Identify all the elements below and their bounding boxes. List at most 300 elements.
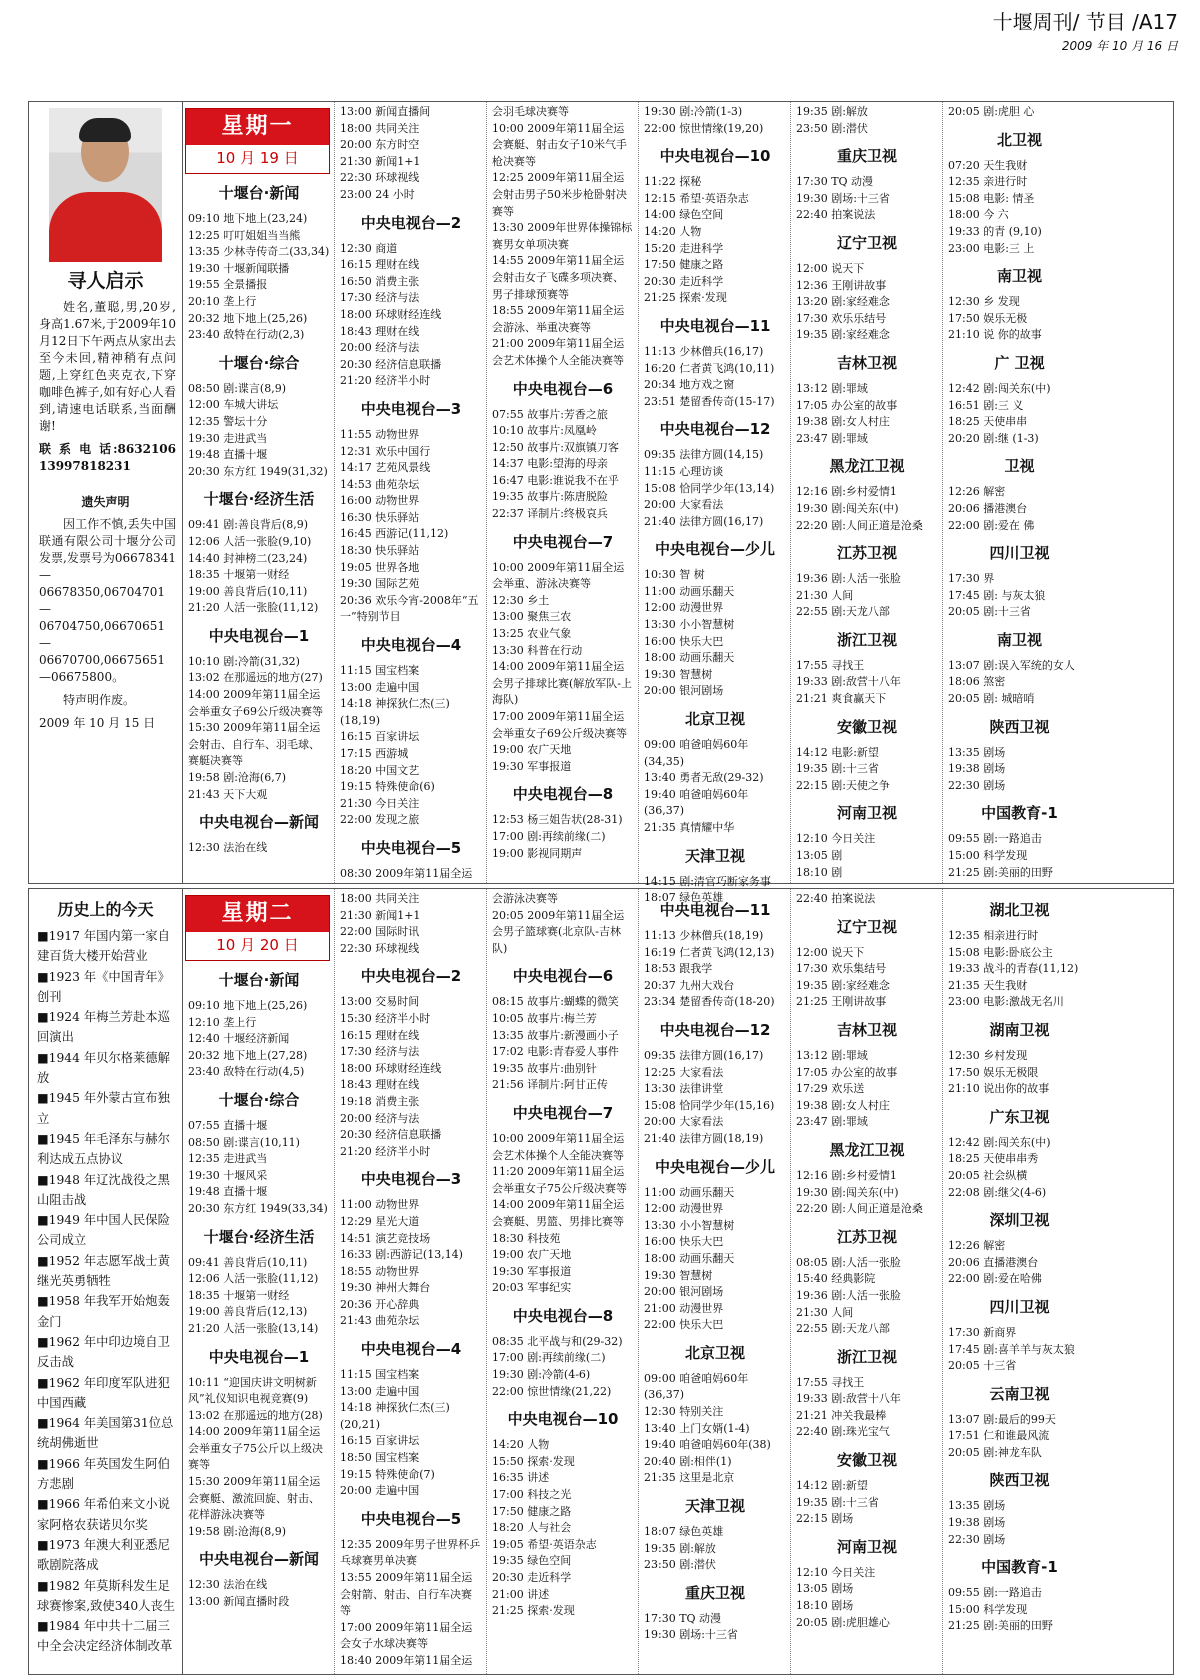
program-item: 20:00 银河剧场 (644, 684, 724, 698)
program-item: 12:30 商道 (340, 241, 398, 255)
program-item: 18:07 绿色英雄 (644, 1525, 724, 1539)
program-item: 19:00 农广天地 (492, 743, 572, 757)
program-item: 19:18 消费主张 (340, 1094, 420, 1108)
program-item: 20:36 欢乐今宵-2008年“五一”特别节目 (340, 593, 479, 624)
program-item: 19:35 剧:家经难念 (796, 978, 890, 992)
program-item: 13:00 聚焦三农 (492, 610, 572, 624)
history-item: ■1923 年《中国青年》创刊 (37, 969, 170, 1004)
channel-heading: 中央电视台—2 (360, 967, 462, 986)
program-item: 07:55 直播十堰 (188, 1118, 268, 1132)
channel-heading: 中央电视台—2 (360, 213, 462, 232)
program-item: 15:30 2009年第11届全运会赛艇、激流回旋、射击、花样游泳决赛等 (188, 1475, 321, 1522)
channel-heading: 中央电视台—少儿 (654, 540, 775, 559)
program-item: 21:35 真情耀中华 (644, 821, 735, 834)
channel-heading: 中央电视台—6 (512, 379, 614, 398)
program-item: 21:00 动漫世界 (644, 1301, 724, 1315)
program-item: 11:15 国宝档案 (340, 1368, 420, 1382)
history-item: ■1924 年梅兰芳赴本巡回演出 (37, 1010, 170, 1045)
program-item: 19:35 绿色空间 (492, 1554, 572, 1568)
program-item: 18:50 国宝档案 (340, 1451, 420, 1465)
channel-heading: 中国教育-1 (981, 1558, 1058, 1577)
program-item: 13:00 新闻直播时段 (188, 1595, 290, 1609)
program-item: 20:05 剧:十三省 (948, 605, 1031, 619)
program-item: 13:12 剧:罪域 (796, 1048, 868, 1062)
program-item: 12:30 法治在线 (188, 1578, 268, 1592)
program-item: 12:25 2009年第11届全运会射击男子50米步枪卧射决赛等 (492, 171, 627, 218)
program-item: 16:15 百家讲坛 (340, 1434, 420, 1448)
program-item: 20:30 走近科学 (644, 274, 724, 288)
program-item: 13:05 剧 (796, 849, 843, 863)
program-item: 22:55 剧:天龙八部 (796, 1322, 890, 1336)
schedule-column (183, 102, 335, 883)
program-item: 13:07 剧:最后的99天 (948, 1412, 1056, 1426)
channel-heading: 中央电视台—少儿 (654, 1157, 775, 1176)
program-item: 14:00 2009年第11届全运会男子排球比赛(解放军队-上海队) (492, 660, 633, 707)
program-item: 13:20 剧:家经难念 (796, 295, 890, 309)
program-item: 19:48 直播十堰 (188, 448, 268, 462)
program-item: 17:00 科技之光 (492, 1488, 572, 1502)
channel-heading: 江苏卫视 (836, 544, 897, 563)
program-item: 19:30 军事报道 (492, 759, 572, 773)
program-item: 12:30 法治在线 (188, 841, 268, 855)
program-item: 会游泳决赛等 (492, 892, 558, 905)
program-item: 会羽毛球决赛等 (492, 105, 569, 118)
program-item: 20:34 地方戏之窗 (644, 378, 735, 392)
program-item: 16:47 电影:谁说我不在乎 (492, 473, 619, 487)
program-item: 20:20 剧:继 (1-3) (948, 431, 1039, 445)
program-item: 21:30 新闻1+1 (340, 908, 421, 922)
program-item: 20:32 地下地上(27,28) (188, 1048, 308, 1062)
program-item: 18:25 天使串串秀 (948, 1152, 1039, 1166)
program-item: 15:08 恰同学少年(15,16) (644, 1098, 775, 1112)
program-item: 13:40 勇者无敌(29-32) (644, 771, 764, 785)
program-item: 21:56 译制片:阿甘正传 (492, 1078, 608, 1092)
program-item: 12:00 说天下 (796, 945, 865, 959)
header-title: 十堰周刊/ 节目 /A17 (992, 10, 1178, 34)
schedule-column (791, 889, 943, 1674)
program-item: 18:06 煞密 (948, 675, 1006, 689)
program-item: 09:55 剧:一路追击 (948, 832, 1042, 846)
history-item: ■1958 年我军开始炮轰金门 (37, 1294, 170, 1329)
channel-heading: 卫视 (1004, 457, 1035, 476)
program-item: 11:15 国宝档案 (340, 664, 420, 678)
program-item: 18:55 动物世界 (340, 1264, 420, 1278)
program-item: 21:10 说 你的故事 (948, 328, 1042, 342)
program-item: 17:45 剧: 与灰太狼 (948, 588, 1046, 602)
schedule-column (791, 102, 943, 883)
program-item: 09:55 剧:一路追击 (948, 1586, 1042, 1600)
program-item: 20:30 经济信息联播 (340, 1128, 442, 1142)
program-item: 12:10 今日关注 (796, 1565, 876, 1579)
program-item: 15:00 科学发现 (948, 849, 1028, 863)
program-item: 17:30 经济与法 (340, 291, 420, 305)
program-item: 10:00 2009年第11届全运会赛艇、射击女子10米气手枪决赛等 (492, 121, 627, 168)
program-item: 19:35 故事片:曲别针 (492, 1061, 597, 1075)
program-item: 18:43 理财在线 (340, 324, 420, 338)
program-item: 22:40 剧:珠光宝气 (796, 1425, 890, 1439)
program-item: 19:35 剧:十三省 (796, 762, 879, 776)
channel-heading: 十堰台·综合 (218, 1090, 300, 1109)
program-item: 21:20 经济半小时 (340, 374, 431, 388)
schedule-column (943, 889, 1095, 1674)
program-item: 19:30 剧:冷箭(4-6) (492, 1368, 591, 1382)
history-item: ■1982 年莫斯科发生足球赛惨案,致使340人丧生 (37, 1578, 176, 1613)
program-item: 17:30 欢乐集结号 (796, 962, 887, 976)
program-item: 19:30 剧:闯关东(中) (796, 1185, 899, 1199)
tuesday-panel (28, 888, 1174, 1675)
program-item: 13:30 科普在行动 (492, 643, 583, 657)
program-item: 12:10 今日关注 (796, 832, 876, 846)
program-item: 21:35 这里是北京 (644, 1471, 735, 1485)
channel-heading: 南卫视 (996, 630, 1042, 649)
program-item: 12:31 欢乐中国行 (340, 444, 431, 458)
program-item: 22:40 拍案说法 (796, 892, 876, 905)
program-item: 22:15 剧:天使之争 (796, 778, 890, 792)
channel-heading: 四川卫视 (989, 544, 1050, 563)
program-item: 09:41 善良背后(10,11) (188, 1255, 308, 1269)
history-item: ■1966 年英国发生阿伯方悲剧 (37, 1456, 170, 1492)
program-item: 22:55 剧:天龙八部 (796, 605, 890, 619)
channel-heading: 黑龙江卫视 (829, 457, 905, 476)
program-item: 20:40 剧:相伴(1) (644, 1454, 732, 1468)
program-item: 20:30 东方红 1949(31,32) (188, 464, 328, 478)
page-header (993, 6, 1178, 54)
program-item: 15:30 经济半小时 (340, 1011, 431, 1025)
program-item: 13:35 剧场 (948, 745, 1006, 759)
program-item: 18:40 2009年第11届全运 (340, 1653, 473, 1667)
program-item: 19:38 剧:女人村庄 (796, 415, 890, 429)
program-item: 17:50 娱乐无极 (948, 311, 1028, 325)
program-item: 14:18 神探狄仁杰(三)(20,21) (340, 1401, 450, 1431)
program-item: 12:06 人活一张脸(9,10) (188, 534, 312, 548)
channel-heading: 中央电视台—12 (659, 1020, 771, 1039)
program-item: 12:40 十堰经济新闻 (188, 1032, 290, 1046)
program-item: 12:25 大家看法 (644, 1065, 724, 1079)
program-item: 09:00 咱爸咱妈60年(36,37) (644, 1371, 749, 1402)
program-item: 12:42 剧:闯关东(中) (948, 381, 1051, 395)
channel-heading: 中央电视台—4 (360, 1340, 462, 1359)
program-item: 16:35 讲述 (492, 1471, 550, 1485)
history-item: ■1944 年贝尔格莱德解放 (37, 1050, 170, 1086)
schedule-column (183, 889, 335, 1674)
program-item: 10:30 智 树 (644, 568, 705, 582)
program-item: 20:06 直播港澳台 (948, 1255, 1039, 1269)
program-item: 19:33 的青 (9,10) (948, 224, 1042, 238)
program-item: 14:00 2009年第11届全运会赛艇、男篮、男排比赛等 (492, 1198, 625, 1228)
program-item: 16:00 快乐大巴 (644, 634, 724, 648)
day-banner (185, 108, 330, 174)
history-sidebar (29, 889, 183, 1674)
program-item: 12:26 解密 (948, 1239, 1006, 1253)
program-item: 18:00 动画乐翻天 (644, 651, 735, 665)
program-item: 11:55 动物世界 (340, 427, 420, 441)
program-item: 20:30 经济信息联播 (340, 357, 442, 371)
program-item: 19:30 神州大舞台 (340, 1281, 431, 1295)
program-item: 20:05 2009年第11届全运会男子篮球赛(北京队-吉林队) (492, 908, 625, 955)
schedule-column (639, 102, 791, 905)
channel-heading: 中央电视台—11 (659, 316, 771, 335)
program-item: 16:20 仁者黄飞鸿(10,11) (644, 361, 775, 375)
program-item: 18:00 环球财经连线 (340, 1061, 442, 1075)
program-item: 19:36 剧:人活一张脸 (796, 1288, 901, 1302)
program-item: 22:08 剧:继父(4-6) (948, 1185, 1047, 1199)
channel-heading: 中央电视台—11 (659, 901, 771, 919)
history-item: ■1964 年美国第31位总统胡佛逝世 (37, 1416, 174, 1451)
notice-contact: 联 系 电 话:8632106 13997818231 (39, 442, 176, 473)
schedule-column (943, 102, 1095, 883)
program-item: 17:05 办公室的故事 (796, 1065, 898, 1079)
program-item: 17:50 健康之路 (644, 258, 724, 272)
program-item: 18:25 天使串串 (948, 415, 1028, 429)
channel-heading: 中央电视台—4 (360, 636, 462, 655)
program-item: 08:50 剧:谍言(10,11) (188, 1135, 300, 1149)
program-item: 19:33 剧:敌营十八年 (796, 1392, 901, 1406)
program-item: 17:30 经济与法 (340, 1045, 420, 1059)
program-item: 12:36 王刚讲故事 (796, 278, 887, 292)
program-item: 14:15 剧:清官巧断家务事 (644, 874, 771, 888)
program-item: 19:30 剧场:十三省 (644, 1628, 738, 1642)
program-item: 17:29 欢乐送 (796, 1082, 865, 1096)
program-item: 14:00 2009年第11届全运会举重女子75公斤以上级决赛等 (188, 1425, 323, 1472)
program-item: 20:10 垄上行 (188, 294, 257, 308)
program-item: 19:00 农广天地 (492, 1248, 572, 1262)
program-item: 07:20 天生我财 (948, 158, 1028, 172)
channel-heading: 广东卫视 (989, 1107, 1050, 1126)
program-item: 20:00 银河剧场 (644, 1285, 724, 1299)
program-item: 18:10 剧场 (796, 1599, 854, 1613)
channel-heading: 北京卫视 (684, 1343, 745, 1362)
program-item: 12:29 星光大道 (340, 1214, 420, 1228)
program-item: 18:30 快乐驿站 (340, 544, 420, 558)
program-item: 22:20 剧:人间正道是沧桑 (796, 518, 923, 532)
schedule-column (335, 889, 487, 1674)
program-item: 12:30 乡村发现 (948, 1048, 1028, 1062)
channel-heading: 十堰台·综合 (218, 353, 300, 372)
history-item: ■1984 年中共十二届三中全会决定经济体制改革 (37, 1619, 173, 1654)
program-item: 20:05 剧:虎胆 心 (948, 105, 1035, 118)
channel-heading: 中央电视台—1 (208, 1347, 310, 1366)
program-item: 17:30 新商界 (948, 1325, 1017, 1339)
program-item: 09:35 法律方圆(14,15) (644, 448, 764, 462)
notice-body: 姓名,董聪,男,20岁,身高1.67米,于2009年10月12日下午两点从家出去至今未回,精神稍有点问题,上穿红色夹克衣,下穿咖啡色裤子,如有好心人看到,请速电话联系,当面酬谢! (39, 300, 176, 433)
program-item: 21:30 新闻1+1 (340, 154, 421, 168)
program-item: 16:50 消费主张 (340, 274, 420, 288)
program-item: 19:58 剧:沧海(6,7) (188, 771, 286, 785)
program-item: 14:18 神探狄仁杰(三)(18,19) (340, 697, 450, 727)
program-item: 18:00 今 六 (948, 208, 1009, 222)
channel-heading: 中央电视台—3 (360, 399, 462, 418)
lost-end: 特声明作废。 (63, 693, 136, 707)
program-item: 13:55 2009年第11届全运会射箭、射击、自行车决赛等 (340, 1571, 473, 1618)
program-item: 08:30 2009年第11届全运 (340, 866, 473, 880)
program-item: 14:00 绿色空间 (644, 208, 724, 222)
program-item: 17:51 仁和谁最风流 (948, 1429, 1050, 1443)
program-item: 20:00 大家看法 (644, 498, 724, 512)
channel-heading: 陕西卫视 (989, 1471, 1050, 1490)
channel-heading: 中央电视台—8 (512, 785, 614, 804)
program-item: 21:40 法律方圆(18,19) (644, 1131, 764, 1145)
program-item: 10:00 2009年第11届全运会举重、游泳决赛等 (492, 560, 625, 591)
program-item: 14:51 演艺竞技场 (340, 1231, 431, 1245)
program-item: 16:00 动物世界 (340, 494, 420, 508)
channel-heading: 中央电视台—1 (208, 626, 310, 645)
program-item: 15:50 探索·发现 (492, 1454, 575, 1468)
program-item: 23:00 电影:激战无名川 (948, 995, 1064, 1009)
program-item: 18:20 中国文艺 (340, 763, 420, 777)
program-item: 19:35 剧:解放 (644, 1541, 716, 1555)
missing-person-photo (49, 108, 162, 256)
program-item: 19:58 剧:沧海(8,9) (188, 1524, 286, 1538)
program-item: 17:00 2009年第11届全运会举重女子69公斤级决赛等 (492, 710, 627, 740)
channel-heading: 重庆卫视 (684, 1583, 745, 1602)
program-item: 22:00 惊世情缘(21,22) (492, 1384, 612, 1398)
program-item: 20:30 走近科学 (492, 1571, 572, 1584)
program-item: 21:43 天下大观 (188, 787, 268, 801)
history-item: ■1966 年希伯来文小说家阿格农获诺贝尔奖 (37, 1497, 170, 1532)
program-item: 16:33 剧:西游记(13,14) (340, 1248, 463, 1262)
program-item: 19:30 剧:冷箭(1-3) (644, 105, 743, 118)
channel-heading: 北京卫视 (684, 710, 745, 729)
program-item: 17:00 剧:再续前缘(二) (492, 829, 606, 843)
channel-heading: 吉林卫视 (836, 1020, 897, 1039)
program-item: 20:00 大家看法 (644, 1115, 724, 1129)
program-item: 12:10 垄上行 (188, 1015, 257, 1029)
program-item: 19:33 剧:敌营十八年 (796, 675, 901, 689)
program-item: 23:47 剧:罪域 (796, 1115, 868, 1129)
program-item: 13:02 在那遥远的地方(27) (188, 671, 323, 685)
program-item: 11:00 动画乐翻天 (644, 584, 735, 598)
program-item: 13:00 走遍中国 (340, 1384, 420, 1398)
history-item: ■1917 年国内第一家自建百货大楼开始营业 (37, 929, 170, 964)
program-item: 19:38 剧:女人村庄 (796, 1098, 890, 1112)
program-item: 20:00 经济与法 (340, 341, 420, 355)
program-item: 21:30 人间 (796, 1305, 854, 1319)
program-item: 21:25 探索·发现 (492, 1604, 575, 1618)
program-item: 17:00 2009年第11届全运会女子水球决赛等 (340, 1620, 473, 1651)
program-item: 15:20 走进科学 (644, 241, 724, 255)
program-item: 10:05 故事片:梅兰芳 (492, 1011, 597, 1025)
notice-sidebar (29, 102, 183, 883)
program-item: 19:55 全景播报 (188, 278, 268, 292)
program-item: 09:00 咱爸咱妈60年(34,35) (644, 738, 749, 768)
program-item: 09:10 地下地上(23,24) (188, 212, 308, 225)
program-item: 21:20 人活一张脸(11,12) (188, 601, 319, 615)
program-item: 13:12 剧:罪域 (796, 381, 868, 395)
channel-heading: 中央电视台—10 (507, 1410, 619, 1429)
day-banner (185, 895, 330, 961)
program-item: 19:38 剧场 (948, 1516, 1006, 1530)
schedule-column (487, 889, 639, 1674)
program-item: 12:30 乡 发现 (948, 295, 1020, 309)
program-item: 18:10 剧 (796, 865, 843, 879)
program-item: 13:30 小小智慧树 (644, 1218, 735, 1232)
channel-heading: 中央电视台—新闻 (198, 1550, 319, 1569)
program-item: 13:30 2009年世界体操锦标赛男女单项决赛 (492, 221, 633, 251)
program-item: 08:35 北平战与和(29-32) (492, 1334, 623, 1348)
program-item: 15:08 恰同学少年(13,14) (644, 481, 775, 495)
program-item: 21:21 冲关我最棒 (796, 1408, 887, 1422)
program-item: 19:40 咱爸咱妈60年(36,37) (644, 787, 749, 818)
program-item: 12:50 故事片:双旗镇刀客 (492, 440, 619, 454)
channel-heading: 四川卫视 (989, 1297, 1050, 1316)
program-item: 20:05 剧:神龙车队 (948, 1445, 1042, 1459)
program-item: 19:48 直播十堰 (188, 1185, 268, 1199)
channel-heading: 中央电视台—12 (659, 420, 771, 439)
program-item: 15:00 科学发现 (948, 1602, 1028, 1616)
program-item: 09:10 地下地上(25,26) (188, 999, 308, 1012)
program-item: 22:30 环球视线 (340, 941, 420, 955)
program-item: 14:00 2009年第11届全运会举重女子69公斤级决赛等 (188, 688, 323, 718)
channel-heading: 天津卫视 (684, 846, 745, 865)
day-date: 10 月 19 日 (216, 149, 299, 167)
program-item: 15:40 经典影院 (796, 1272, 876, 1286)
program-item: 17:30 TQ 动漫 (644, 1611, 722, 1625)
program-item: 16:19 仁者黄飞鸿(12,13) (644, 945, 775, 959)
lost-title: 遗失声明 (81, 495, 130, 509)
program-item: 22:00 发现之旅 (340, 813, 420, 827)
program-item: 21:20 经济半小时 (340, 1144, 431, 1158)
program-item: 11:13 少林僧兵(16,17) (644, 344, 764, 358)
program-item: 12:00 动漫世界 (644, 1202, 724, 1216)
program-item: 21:00 2009年第11届全运会艺术体操个人全能决赛等 (492, 337, 625, 367)
program-item: 18:43 理财在线 (340, 1078, 420, 1092)
channel-heading: 南卫视 (996, 267, 1042, 286)
channel-heading: 十堰台·新闻 (218, 184, 300, 202)
program-item: 08:50 剧:谍言(8,9) (188, 381, 286, 395)
program-item: 17:45 剧:喜羊羊与灰太狼 (948, 1342, 1075, 1356)
program-item: 17:55 寻找王 (796, 1375, 865, 1389)
program-item: 17:00 剧:再续前缘(二) (492, 1351, 606, 1365)
program-item: 13:30 法律讲堂 (644, 1082, 724, 1096)
program-item: 21:25 王刚讲故事 (796, 995, 887, 1009)
history-item: ■1962 年中印边境自卫反击战 (37, 1334, 170, 1370)
channel-heading: 中国教育-1 (981, 804, 1058, 823)
program-item: 21:25 剧:美丽的田野 (948, 865, 1053, 879)
program-item: 11:00 动画乐翻天 (644, 1185, 735, 1199)
program-item: 18:00 共同关注 (340, 892, 420, 905)
program-item: 20:05 社会纵横 (948, 1168, 1028, 1182)
program-item: 12:06 人活一张脸(11,12) (188, 1272, 319, 1286)
program-item: 12:35 2009年男子世界杯乒乓球赛男单决赛 (340, 1537, 481, 1568)
program-item: 17:50 健康之路 (492, 1504, 572, 1518)
program-item: 21:35 天生我财 (948, 978, 1028, 992)
history-item: ■1962 年印度军队进犯中国西藏 (37, 1375, 170, 1410)
history-item: ■1945 年毛泽东与赫尔利达成五点协议 (37, 1131, 170, 1167)
program-item: 17:30 界 (948, 572, 995, 586)
program-item: 22:00 剧:爱在 佛 (948, 518, 1035, 532)
channel-heading: 湖北卫视 (989, 901, 1050, 919)
program-item: 12:25 叮叮姐姐当当熊 (188, 228, 301, 242)
program-item: 19:30 走进武当 (188, 431, 268, 445)
program-item: 23:50 剧:潜伏 (644, 1558, 716, 1572)
channel-heading: 浙江卫视 (836, 630, 897, 649)
channel-heading: 吉林卫视 (836, 353, 897, 372)
program-item: 13:00 走遍中国 (340, 680, 420, 694)
program-item: 12:35 警坛十分 (188, 414, 268, 428)
program-item: 13:35 少林寺传奇二(33,34) (188, 245, 330, 259)
program-item: 12:15 希望·英语杂志 (644, 191, 749, 205)
program-item: 18:00 共同关注 (340, 121, 420, 135)
channel-heading: 中央电视台—6 (512, 967, 614, 986)
history-item: ■1973 年澳大利亚悉尼歌剧院落成 (37, 1537, 170, 1573)
program-item: 18:00 环球财经连线 (340, 307, 442, 321)
program-item: 19:30 军事报道 (492, 1264, 572, 1278)
program-item: 17:50 娱乐无极限 (948, 1065, 1039, 1079)
program-item: 22:30 剧场 (948, 778, 1006, 792)
program-item: 09:41 剧:善良背后(8,9) (188, 518, 308, 532)
header-date: 2009 年 10 月 16 日 (1061, 39, 1178, 53)
program-item: 14:53 曲苑杂坛 (340, 477, 420, 491)
